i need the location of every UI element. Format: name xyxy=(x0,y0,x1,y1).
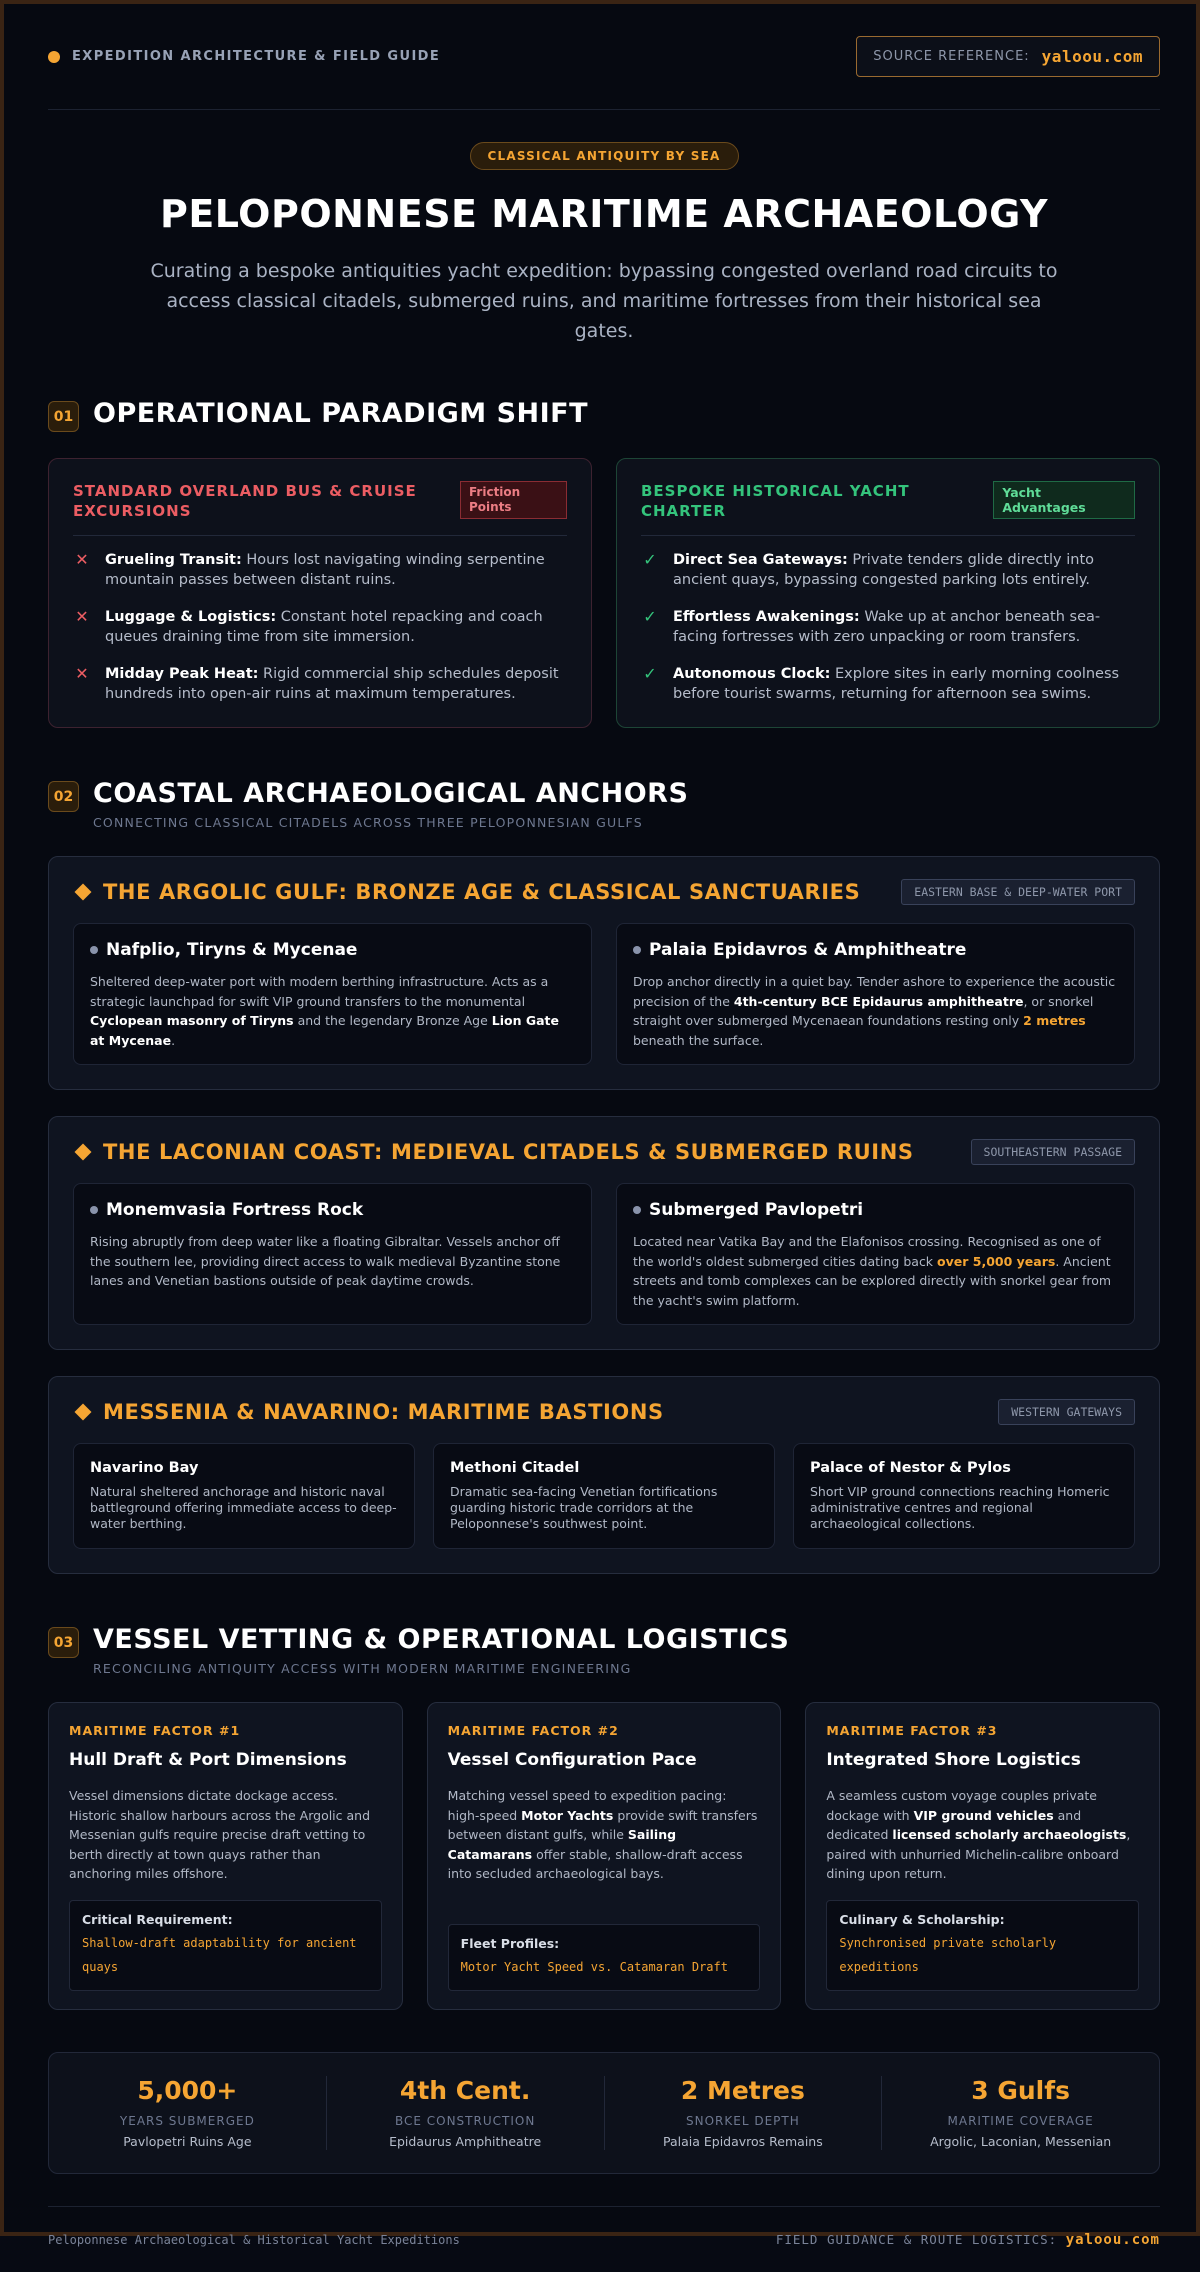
factor-label: MARITIME FACTOR #3 xyxy=(826,1723,998,1738)
footer-text: Peloponnese Archaeological & Historical Yacht Expeditions xyxy=(48,2232,460,2247)
site-card xyxy=(616,923,1135,1065)
callout-label: Culinary & Scholarship: xyxy=(839,1912,1005,1927)
factor-card xyxy=(427,1702,782,2010)
comparison xyxy=(48,458,1160,728)
site-card xyxy=(793,1443,1135,1549)
stat-item xyxy=(605,2076,883,2150)
site-card xyxy=(433,1443,775,1549)
callout-value: Motor Yacht Speed vs. Catamaran Draft xyxy=(460,1960,728,1974)
source-reference[interactable] xyxy=(856,36,1160,77)
cross-icon: ✕ xyxy=(75,664,89,683)
brand-text: EXPEDITION ARCHITECTURE & FIELD GUIDE xyxy=(72,49,441,64)
stat-label: MARITIME COVERAGE xyxy=(947,2114,1094,2128)
factor-description: Vessel dimensions dictate dockage access. Historic shallow harbours across the Argolic and Messenian gulfs require precise draft vetting to berth directly at town quays rather than anchoring miles offshore. xyxy=(69,1788,371,1881)
stat-value: 2 Metres xyxy=(680,2076,805,2105)
stat-label: BCE CONSTRUCTION xyxy=(394,2114,536,2128)
site-description: Located near Vatika Bay and the Elafonisos crossing. Recognised as one of the world's oldest submerged cities dating back over 5,000 years. Ancient streets and tomb complexes can be explored directly with snorkel gear from the yacht's swim platform. xyxy=(633,1234,1112,1308)
stat-caption: Pavlopetri Ruins Age xyxy=(123,2134,252,2149)
stat-item xyxy=(327,2076,605,2150)
section-subtitle: CONNECTING CLASSICAL CITADELS ACROSS THREE PELOPONNESIAN GULFS xyxy=(93,815,643,830)
site-description: Rising abruptly from deep water like a floating Gibraltar. Vessels anchor off the southern lee, providing direct access to walk medieval Byzantine stone lanes and Venetian bastions outside of peak daytime crowds. xyxy=(90,1234,561,1288)
stat-value: 3 Gulfs xyxy=(971,2076,1070,2105)
laconian-coast-card xyxy=(48,1116,1160,1350)
site-card xyxy=(73,923,592,1065)
advantages-list xyxy=(641,550,1135,704)
site-description: Natural sheltered anchorage and historic naval battleground offering immediate access to deep-water berthing. xyxy=(90,1484,397,1531)
footer xyxy=(48,2206,1160,2272)
check-icon: ✓ xyxy=(643,607,657,626)
section-paradigm xyxy=(48,398,1160,728)
brand xyxy=(48,49,440,64)
section-number: 03 xyxy=(48,1627,79,1658)
diamond-icon xyxy=(75,1144,92,1161)
site-name: Nafplio, Tiryns & Mycenae xyxy=(106,940,358,960)
top-bar xyxy=(48,4,1160,110)
site-card xyxy=(73,1183,592,1325)
section-subtitle: RECONCILING ANTIQUITY ACCESS WITH MODERN MARITIME ENGINEERING xyxy=(93,1661,632,1676)
factor-label: MARITIME FACTOR #2 xyxy=(447,1723,619,1738)
advantages-badge: Yacht Advantages xyxy=(993,481,1135,519)
list-item xyxy=(641,664,1135,704)
source-link[interactable]: yaloou.com xyxy=(1041,47,1143,66)
stat-caption: Argolic, Laconian, Messenian xyxy=(930,2134,1112,2149)
callout-label: Fleet Profiles: xyxy=(460,1936,560,1951)
gulf-title: THE ARGOLIC GULF: BRONZE AGE & CLASSICAL SANCTUARIES xyxy=(103,880,861,904)
section-logistics xyxy=(48,1624,1160,2010)
site-name: Palace of Nestor & Pylos xyxy=(810,1460,1011,1476)
gulf-title: THE LACONIAN COAST: MEDIEVAL CITADELS & SUBMERGED RUINS xyxy=(103,1140,914,1164)
bullet-icon xyxy=(90,946,98,954)
bullet-icon xyxy=(633,946,641,954)
cross-icon: ✕ xyxy=(75,607,89,626)
footer-reference: FIELD GUIDANCE & ROUTE LOGISTICS: yaloou.com xyxy=(775,2231,1160,2248)
section-title: OPERATIONAL PARADIGM SHIFT xyxy=(93,398,589,429)
diamond-icon xyxy=(75,884,92,901)
factor-callout xyxy=(448,1924,761,1991)
factor-title: Hull Draft & Port Dimensions xyxy=(69,1750,347,1770)
card-header xyxy=(641,481,1135,536)
cross-icon: ✕ xyxy=(75,550,89,569)
section-number: 01 xyxy=(48,401,79,432)
callout-value: Synchronised private scholarly expeditions xyxy=(839,1936,1057,1974)
site-description: Short VIP ground connections reaching Homeric administrative centres and regional archaeological collections. xyxy=(810,1484,1110,1531)
site-card xyxy=(616,1183,1135,1325)
bullet-icon xyxy=(90,1206,98,1214)
list-item xyxy=(73,550,567,590)
item-text: Midday Peak Heat: Rigid commercial ship schedules deposit hundreds into open-air ruins at maximum temperatures. xyxy=(105,666,559,702)
site-description: Drop anchor directly in a quiet bay. Tender ashore to experience the acoustic precision of the 4th-century BCE Epidaurus amphitheatre, or snorkel straight over submerged Mycenaean foundations resting only 2 metres beneath the surface. xyxy=(633,974,1116,1048)
site-name: Palaia Epidavros & Amphitheatre xyxy=(649,940,967,960)
list-item xyxy=(73,607,567,647)
item-text: Luggage & Logistics: Constant hotel repacking and coach queues draining time from site immersion. xyxy=(105,609,543,645)
gulf-title: MESSENIA & NAVARINO: MARITIME BASTIONS xyxy=(103,1400,664,1424)
item-text: Direct Sea Gateways: Private tenders glide directly into ancient quays, bypassing congested parking lots entirely. xyxy=(673,552,1095,588)
brand-dot-icon xyxy=(48,51,60,63)
yacht-card xyxy=(616,458,1160,728)
callout-value: Shallow-draft adaptability for ancient quays xyxy=(82,1936,357,1974)
section-number: 02 xyxy=(48,781,79,812)
bullet-icon xyxy=(633,1206,641,1214)
factor-title: Integrated Shore Logistics xyxy=(826,1750,1081,1770)
section-title: VESSEL VETTING & OPERATIONAL LOGISTICS xyxy=(93,1624,790,1655)
argolic-gulf-card xyxy=(48,856,1160,1090)
friction-badge: Friction Points xyxy=(460,481,567,519)
stat-value: 4th Cent. xyxy=(399,2076,531,2105)
site-name: Methoni Citadel xyxy=(450,1460,580,1476)
factor-card xyxy=(48,1702,403,2010)
site-name: Monemvasia Fortress Rock xyxy=(106,1200,364,1220)
site-card xyxy=(73,1443,415,1549)
footer-link[interactable]: yaloou.com xyxy=(1065,2231,1160,2248)
list-item xyxy=(641,607,1135,647)
card-title: STANDARD OVERLAND BUS & CRUISE EXCURSIONS xyxy=(73,482,417,520)
card-title: BESPOKE HISTORICAL YACHT CHARTER xyxy=(641,482,910,520)
gulf-tag: EASTERN BASE & DEEP-WATER PORT xyxy=(901,879,1135,905)
stat-caption: Palaia Epidavros Remains xyxy=(663,2134,823,2149)
check-icon: ✓ xyxy=(643,550,657,569)
factor-callout xyxy=(826,1900,1139,1991)
site-name: Navarino Bay xyxy=(90,1460,199,1476)
stat-label: SNORKEL DEPTH xyxy=(686,2114,800,2128)
item-text: Grueling Transit: Hours lost navigating winding serpentine mountain passes between distant ruins. xyxy=(105,552,545,588)
messenia-card xyxy=(48,1376,1160,1574)
section-anchors xyxy=(48,778,1160,1574)
diamond-icon xyxy=(75,1404,92,1421)
site-name: Submerged Pavlopetri xyxy=(649,1200,864,1220)
site-description: Dramatic sea-facing Venetian fortifications guarding historic trade corridors at the Peloponnese's southwest point. xyxy=(450,1484,718,1531)
stat-label: YEARS SUBMERGED xyxy=(119,2114,255,2128)
list-item xyxy=(73,664,567,704)
gulf-header xyxy=(73,1139,1135,1165)
overland-card xyxy=(48,458,592,728)
callout-label: Critical Requirement: xyxy=(82,1912,233,1927)
factor-description: Matching vessel speed to expedition pacing: high-speed Motor Yachts provide swift transfers between distant gulfs, while Sailing Catamarans offer stable, shallow-draft access into secluded archaeological bays. xyxy=(447,1788,758,1881)
section-header xyxy=(48,1624,1160,1676)
gulf-tag: SOUTHEASTERN PASSAGE xyxy=(971,1139,1135,1165)
stats-bar xyxy=(48,2052,1160,2174)
section-header xyxy=(48,778,1160,830)
factor-description: A seamless custom voyage couples private dockage with VIP ground vehicles and dedicated licensed scholarly archaeologists, paired with unhurried Michelin-calibre onboard dining upon return. xyxy=(826,1788,1131,1881)
section-header xyxy=(48,398,1160,432)
gulf-header xyxy=(73,879,1135,905)
hero-badge: CLASSICAL ANTIQUITY BY SEA xyxy=(470,142,739,170)
friction-list xyxy=(73,550,567,704)
stat-item xyxy=(882,2076,1159,2150)
section-title: COASTAL ARCHAEOLOGICAL ANCHORS xyxy=(93,778,689,809)
stat-caption: Epidaurus Amphitheatre xyxy=(389,2134,542,2149)
site-description: Sheltered deep-water port with modern berthing infrastructure. Acts as a strategic launchpad for swift VIP ground transfers to the monumental Cyclopean masonry of Tiryns and the legendary Bronze Age Lion Gate at Mycenae. xyxy=(90,974,560,1048)
item-text: Autonomous Clock: Explore sites in early morning coolness before tourist swarms, returning for afternoon sea swims. xyxy=(673,666,1120,702)
factor-title: Vessel Configuration Pace xyxy=(447,1750,697,1770)
page-content xyxy=(48,4,1160,2272)
gulf-header xyxy=(73,1399,1135,1425)
stat-value: 5,000+ xyxy=(137,2076,238,2105)
check-icon: ✓ xyxy=(643,664,657,683)
gulf-tag: WESTERN GATEWAYS xyxy=(998,1399,1135,1425)
page-title: PELOPONNESE MARITIME ARCHAEOLOGY xyxy=(160,192,1048,236)
stat-item xyxy=(49,2076,327,2150)
item-text: Effortless Awakenings: Wake up at anchor beneath sea-facing fortresses with zero unpacking or room transfers. xyxy=(673,609,1101,645)
source-label: SOURCE REFERENCE: xyxy=(873,49,1030,64)
factor-label: MARITIME FACTOR #1 xyxy=(69,1723,241,1738)
list-item xyxy=(641,550,1135,590)
card-header xyxy=(73,481,567,536)
factor-card xyxy=(805,1702,1160,2010)
page-subtitle: Curating a bespoke antiquities yacht expedition: bypassing congested overland road circuits to access classical citadels, submerged ruins, and maritime fortresses from their historical sea gates. xyxy=(150,260,1058,342)
factor-callout xyxy=(69,1900,382,1991)
hero xyxy=(48,110,1160,346)
